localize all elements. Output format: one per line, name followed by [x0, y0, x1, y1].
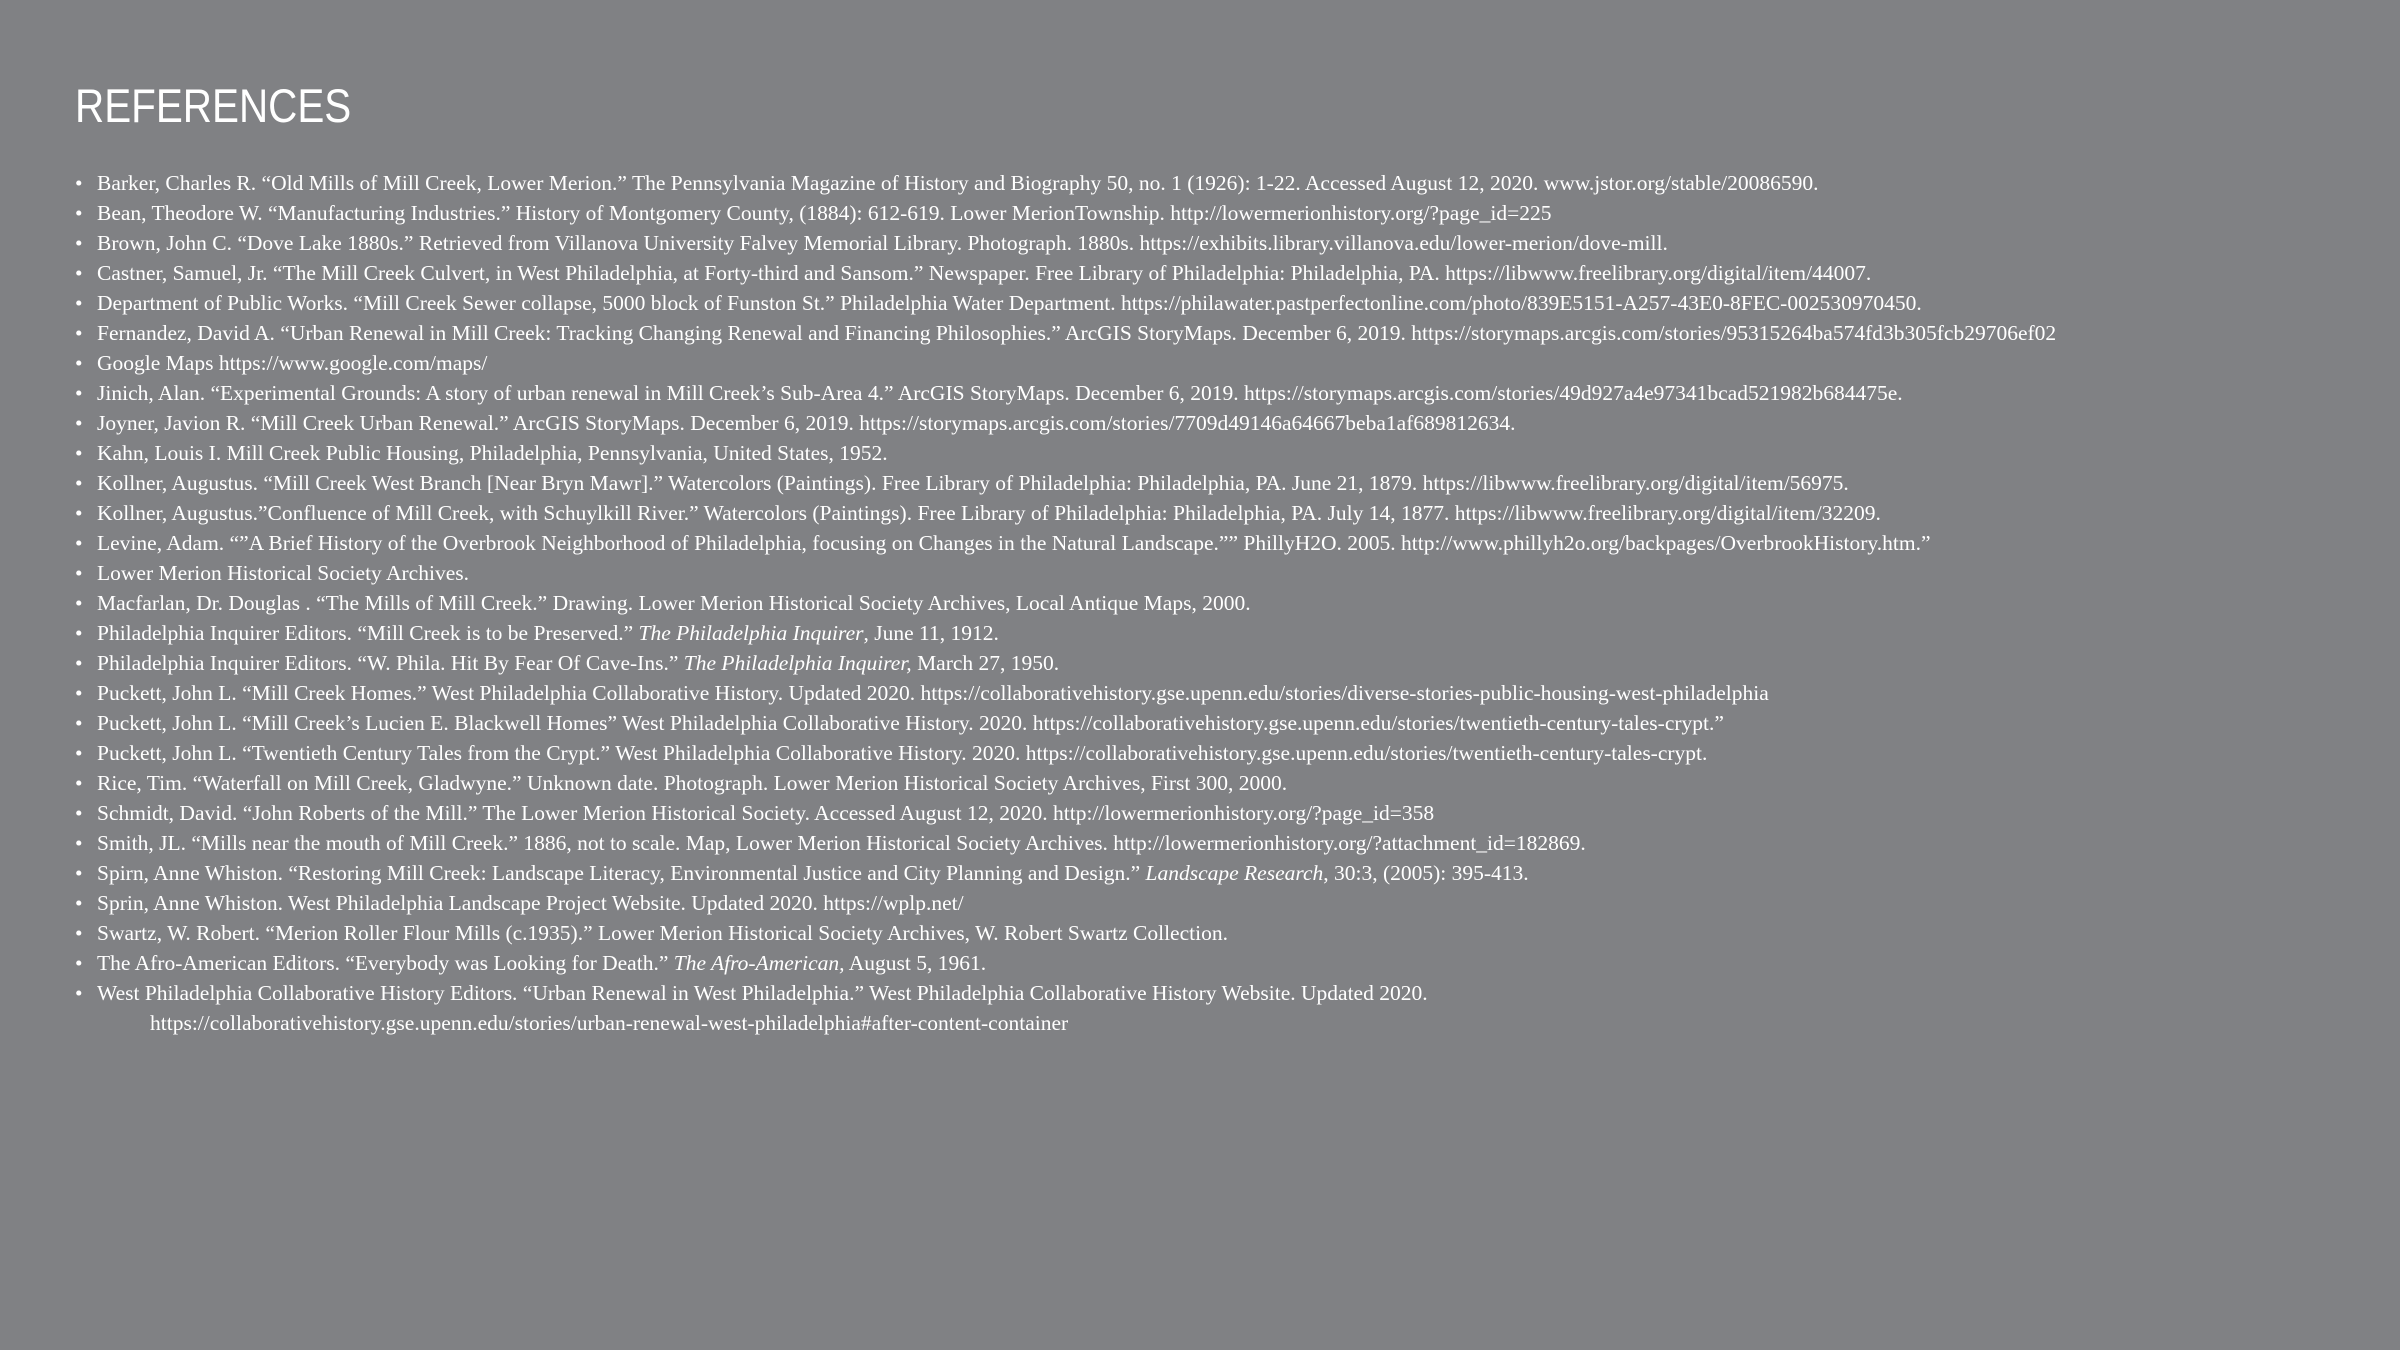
reference-text: Kahn, Louis I. Mill Creek Public Housing, Philadelphia, Pennsylvania, United States, 1952.: [97, 441, 888, 465]
reference-item: [75, 708, 2056, 738]
reference-item: [75, 798, 2056, 828]
reference-text: Puckett, John L. “Mill Creek Homes.” West Philadelphia Collaborative History. Updated 2020. https://collaborativehistory.gse.upenn.edu/stories/diverse-stories-public-housing-west-philadelphia: [97, 681, 1769, 705]
reference-text: The Afro-American Editors. “Everybody was Looking for Death.”: [97, 951, 674, 975]
reference-text: Puckett, John L. “Twentieth Century Tales from the Crypt.” West Philadelphia Collaborative History. 2020. https://collaborativehistory.gse.upenn.edu/stories/twentieth-century-tales-crypt.: [97, 741, 1708, 765]
reference-text: , 30:3, (2005): 395-413.: [1323, 861, 1529, 885]
reference-item: [75, 168, 2056, 198]
reference-text: Castner, Samuel, Jr. “The Mill Creek Culvert, in West Philadelphia, at Forty-third and Sansom.” Newspaper. Free Library of Philadelphia: Philadelphia, PA. https://libwww.freelibrary.org/digital/item/44007.: [97, 261, 1872, 285]
reference-text: West Philadelphia Collaborative History Editors. “Urban Renewal in West Philadelphia.” West Philadelphia Collaborative History Website. Updated 2020.: [97, 981, 1428, 1005]
reference-item: [75, 198, 2056, 228]
reference-item: [75, 498, 2056, 528]
publication-title: The Philadelphia Inquirer,: [683, 651, 912, 675]
reference-text: Sprin, Anne Whiston. West Philadelphia Landscape Project Website. Updated 2020. https://wplp.net/: [97, 891, 964, 915]
reference-text: Schmidt, David. “John Roberts of the Mill.” The Lower Merion Historical Society. Accessed August 12, 2020. http://lowermerionhistory.org/?page_id=358: [97, 801, 1435, 825]
reference-text: Swartz, W. Robert. “Merion Roller Flour Mills (c.1935).” Lower Merion Historical Society Archives, W. Robert Swartz Collection.: [97, 921, 1228, 945]
publication-title: Landscape Research: [1145, 861, 1324, 885]
page-title: REFERENCES: [75, 79, 352, 132]
reference-text: Philadelphia Inquirer Editors. “Mill Creek is to be Preserved.”: [97, 621, 639, 645]
reference-item: [75, 408, 2056, 438]
reference-text: Kollner, Augustus.”Confluence of Mill Creek, with Schuylkill River.” Watercolors (Paintings). Free Library of Philadelphia: Philadelphia, PA. July 14, 1877. https://libwww.freelibrary.org/digital/item/32209.: [97, 501, 1881, 525]
reference-text: Department of Public Works. “Mill Creek Sewer collapse, 5000 block of Funston St.” Philadelphia Water Department. https://philawater.pastperfectonline.com/photo/839E5151-A257-43E0-8FEC-002530970450.: [97, 291, 1922, 315]
reference-text: Lower Merion Historical Society Archives.: [97, 561, 469, 585]
reference-item: [75, 948, 2056, 978]
reference-item: [75, 258, 2056, 288]
reference-text: Kollner, Augustus. “Mill Creek West Branch [Near Bryn Mawr].” Watercolors (Paintings). Free Library of Philadelphia: Philadelphia, PA. June 21, 1879. https://libwww.freelibrary.org/digital/item/56975.: [97, 471, 1849, 495]
reference-text: Fernandez, David A. “Urban Renewal in Mill Creek: Tracking Changing Renewal and Financing Philosophies.” ArcGIS StoryMaps. December 6, 2019. https://storymaps.arcgis.com/stories/95315264ba574fd3b305fcb29706ef02: [97, 321, 2057, 345]
reference-item: [75, 978, 2056, 1038]
reference-text: Philadelphia Inquirer Editors. “W. Phila. Hit By Fear Of Cave-Ins.”: [97, 651, 684, 675]
reference-text: Jinich, Alan. “Experimental Grounds: A story of urban renewal in Mill Creek’s Sub-Area 4.” ArcGIS StoryMaps. December 6, 2019. https://storymaps.arcgis.com/stories/49d927a4e97341bcad521982b684475e.: [97, 381, 1903, 405]
reference-item: [75, 288, 2056, 318]
reference-item: [75, 738, 2056, 768]
reference-text: March 27, 1950.: [911, 651, 1060, 675]
reference-text: Levine, Adam. “”A Brief History of the Overbrook Neighborhood of Philadelphia, focusing on Changes in the Natural Landscape.”” PhillyH2O. 2005. http://www.phillyh2o.org/backpages/OverbrookHistory.htm.”: [97, 531, 1931, 555]
reference-item: [75, 918, 2056, 948]
reference-url-continuation: https://collaborativehistory.gse.upenn.edu/stories/urban-renewal-west-philadelphia#after-content-container: [150, 1011, 1069, 1035]
reference-item: [75, 348, 2056, 378]
reference-item: [75, 768, 2056, 798]
reference-list: [75, 168, 2056, 1038]
reference-item: [75, 828, 2056, 858]
reference-text: Macfarlan, Dr. Douglas . “The Mills of Mill Creek.” Drawing. Lower Merion Historical Society Archives, Local Antique Maps, 2000.: [97, 591, 1251, 615]
reference-item: [75, 618, 2056, 648]
reference-text: Google Maps https://www.google.com/maps/: [97, 351, 488, 375]
reference-text: Joyner, Javion R. “Mill Creek Urban Renewal.” ArcGIS StoryMaps. December 6, 2019. https://storymaps.arcgis.com/stories/7709d49146a64667beba1af689812634.: [97, 411, 1516, 435]
reference-text: Bean, Theodore W. “Manufacturing Industries.” History of Montgomery County, (1884): 612-619. Lower MerionTownship. http://lowermerionhistory.org/?page_id=225: [97, 201, 1552, 225]
publication-title: The Afro-American,: [673, 951, 845, 975]
publication-title: The Philadelphia Inquirer: [638, 621, 864, 645]
reference-item: [75, 858, 2056, 888]
reference-item: [75, 228, 2056, 258]
reference-item: [75, 468, 2056, 498]
reference-text: , June 11, 1912.: [863, 621, 999, 645]
reference-item: [75, 648, 2056, 678]
reference-item: [75, 318, 2056, 348]
reference-item: [75, 558, 2056, 588]
reference-text: August 5, 1961.: [844, 951, 987, 975]
reference-text: Brown, John C. “Dove Lake 1880s.” Retrieved from Villanova University Falvey Memorial Library. Photograph. 1880s. https://exhibits.library.villanova.edu/lower-merion/dove-mill.: [97, 231, 1668, 255]
reference-text: Puckett, John L. “Mill Creek’s Lucien E. Blackwell Homes” West Philadelphia Collaborative History. 2020. https://collaborativehistory.gse.upenn.edu/stories/twentieth-century-tales-crypt.”: [97, 711, 1724, 735]
reference-text: Spirn, Anne Whiston. “Restoring Mill Creek: Landscape Literacy, Environmental Justice and City Planning and Design.”: [97, 861, 1146, 885]
reference-item: [75, 888, 2056, 918]
reference-item: [75, 678, 2056, 708]
reference-item: [75, 438, 2056, 468]
reference-text: Barker, Charles R. “Old Mills of Mill Creek, Lower Merion.” The Pennsylvania Magazine of History and Biography 50, no. 1 (1926): 1-22. Accessed August 12, 2020. www.jstor.org/stable/20086590.: [97, 171, 1819, 195]
reference-item: [75, 528, 2056, 558]
reference-item: [75, 378, 2056, 408]
reference-item: [75, 588, 2056, 618]
reference-text: Rice, Tim. “Waterfall on Mill Creek, Gladwyne.” Unknown date. Photograph. Lower Merion Historical Society Archives, First 300, 2000.: [97, 771, 1288, 795]
reference-text: Smith, JL. “Mills near the mouth of Mill Creek.” 1886, not to scale. Map, Lower Merion Historical Society Archives. http://lowermerionhistory.org/?attachment_id=182869.: [97, 831, 1586, 855]
